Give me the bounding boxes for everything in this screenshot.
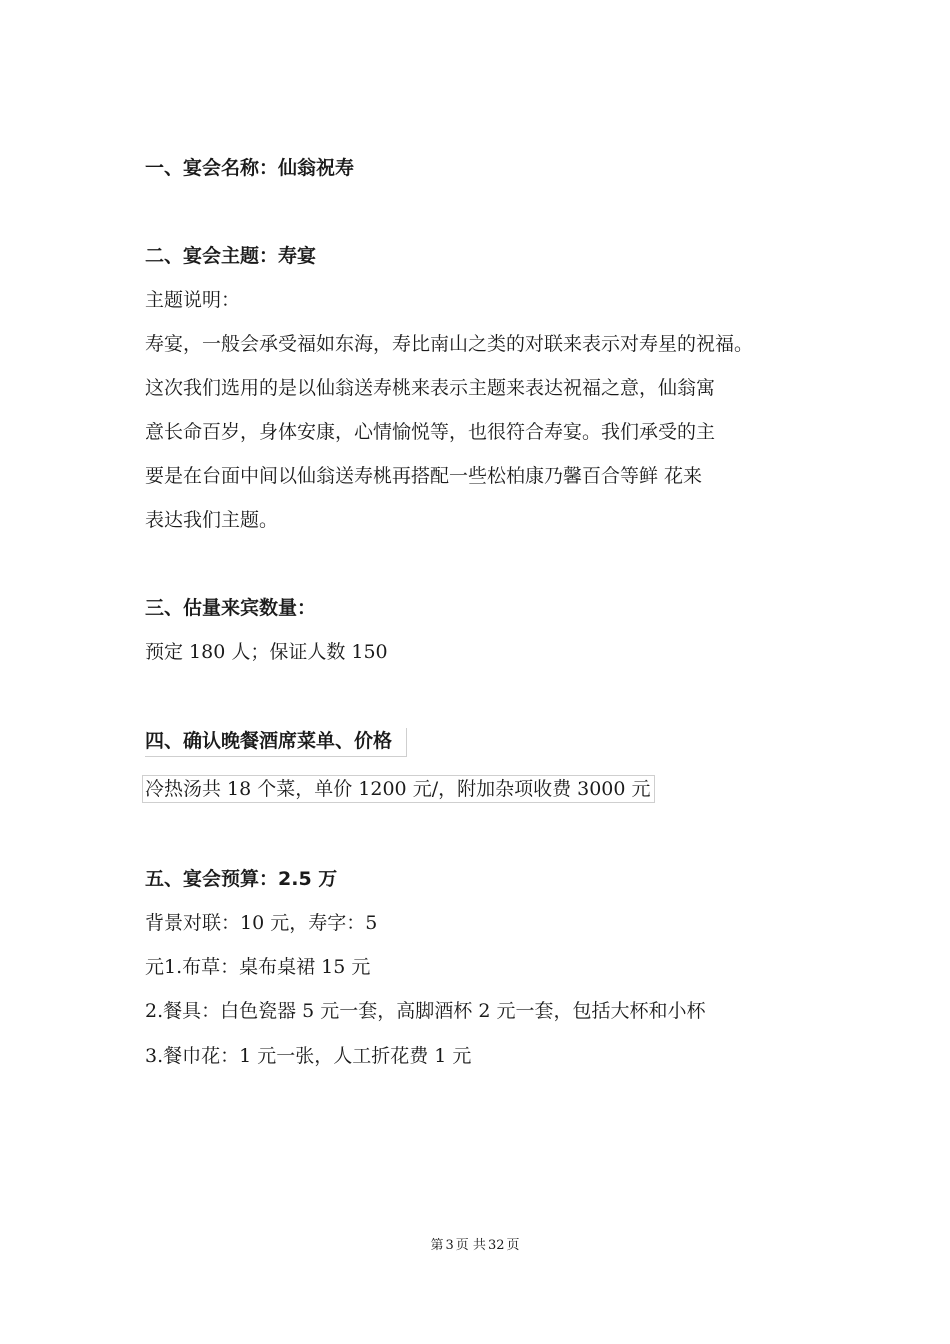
section-3-heading: 三、估量来宾数量： <box>145 597 317 619</box>
section-2-line: 寿宴，一般会承受福如东海，寿比南山之类的对联来表示对寿星的祝福。 <box>145 333 754 355</box>
footer-suffix: 页 <box>506 1238 520 1253</box>
section-2-line: 意长命百岁，身体安康，心情愉悦等，也很符合寿宴。我们承受的主 <box>145 421 716 443</box>
section-4-line: 冷热汤共 18 个菜，单价 1200 元/，附加杂项收费 3000 元 <box>142 775 655 803</box>
section-4-heading: 四、确认晚餐酒席菜单、价格 <box>145 728 407 757</box>
section-5-line: 3.餐巾花：1 元一张，人工折花费 1 元 <box>145 1045 472 1067</box>
section-2-line: 要是在台面中间以仙翁送寿桃再搭配一些松柏康乃馨百合等鲜 花来 <box>145 465 703 487</box>
section-1-heading: 一、宴会名称：仙翁祝寿 <box>145 157 355 179</box>
section-5-heading: 五、宴会预算：2.5 万 <box>145 868 338 890</box>
section-2-line: 表达我们主题。 <box>145 509 279 531</box>
section-5-line: 元1.布草：桌布桌裙 15 元 <box>145 956 371 978</box>
footer-prefix: 第 <box>430 1238 444 1253</box>
page-footer <box>0 1237 950 1255</box>
section-3-line: 预定 180 人；保证人数 150 <box>145 641 388 663</box>
section-5-line: 2.餐具：白色瓷器 5 元一套，高脚酒杯 2 元一套，包括大杯和小杯 <box>145 1000 706 1022</box>
section-5-line: 背景对联：10 元，寿字：5 <box>145 912 378 934</box>
footer-page-number: 3 <box>445 1238 454 1253</box>
footer-middle: 页 共 <box>455 1238 486 1253</box>
section-2-line: 这次我们选用的是以仙翁送寿桃来表示主题来表达祝福之意，仙翁寓 <box>145 377 716 399</box>
section-2-heading: 二、宴会主题：寿宴 <box>145 245 317 267</box>
section-2-line: 主题说明： <box>145 289 241 311</box>
footer-total-pages: 32 <box>487 1238 505 1253</box>
